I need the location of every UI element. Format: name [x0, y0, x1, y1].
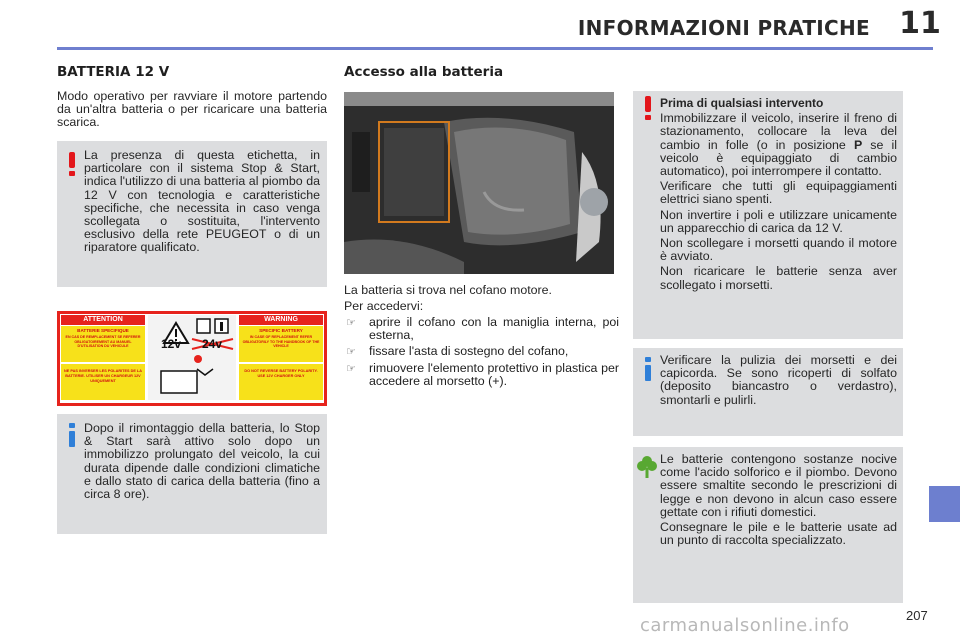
- label-warning: WARNING: [264, 316, 298, 323]
- warning-p1-bold: P: [853, 137, 863, 152]
- warning-p1-b: se il veicolo è equipaggiato di cambio automatico), poi interrompere il contatto.: [660, 137, 897, 179]
- intro-paragraph: Modo operativo per ravviare il motore partendo da un'altra batteria o per ricaricare una batteria scarica.: [57, 89, 327, 130]
- label-12v: 12v: [161, 337, 182, 351]
- warning-label-text: La presenza di questa etichetta, in particolare con il sistema Stop & Start, indica l'utilizzo di una batteria al piombo da 12 V con tecnologia e caratteristiche specifiche, che necessita in caso venga scollegata o sostituita, l'intervento esclusivo della rete PEUGEOT o di un riparatore qualificato.: [84, 148, 320, 255]
- list-item-text: fissare l'asta di sostegno del cofano,: [369, 344, 569, 359]
- label-fr-body: EN CAS DE REMPLACEMENT SE REFERER OBLIGATOIREMENT AU MANUEL D'UTILISATION DU VEHICULE: [65, 335, 141, 349]
- eco-paragraph-2: Consegnare le pile e le batterie usate ad un punto di raccolta specializzato.: [660, 520, 897, 548]
- label-en-head: SPECIFIC BATTERY: [259, 328, 303, 333]
- eco-box-disposal: [633, 447, 903, 603]
- info-icon: [67, 422, 77, 448]
- chapter-tab: [929, 486, 960, 522]
- list-item: [344, 316, 619, 342]
- warning-box-before-intervention: [633, 91, 903, 339]
- label-attention: ATTENTION: [83, 316, 123, 323]
- warning-paragraph-4: Non scollegare i morsetti quando il motore è avviato.: [660, 236, 897, 264]
- warning-exclamation-icon: [65, 151, 79, 177]
- label-24v: 24v: [202, 337, 223, 351]
- info-stop-start-text: Dopo il rimontaggio della batteria, lo Stop & Start sarà attivo solo dopo un immobilizzo prolungato del veicolo, la cui durata dipende dalle condizioni climatiche e dallo stato di carica della batteria (fino a circa 8 ore).: [84, 421, 320, 502]
- warning-box-label: [57, 141, 327, 287]
- page-number: 207: [906, 608, 928, 623]
- info-icon: [643, 356, 653, 382]
- engine-bay-photo: [344, 92, 614, 274]
- label-en-bottom: DO NOT REVERSE BATTERY POLARITY. USE 12V CHARGER ONLY: [244, 369, 318, 378]
- warning-heading: Prima di qualsiasi intervento: [660, 96, 824, 110]
- pointing-hand-icon: ☞: [346, 316, 356, 329]
- battery-warning-label: [57, 311, 327, 406]
- info-terminals-text: Verificare la pulizia dei morsetti e dei capicorda. Se sono ricoperti di solfato (deposito biancastro o verdastro), smontarli e pulirli.: [660, 353, 897, 407]
- section-title-battery: BATTERIA 12 V: [57, 64, 170, 80]
- label-fr-head: BATTERIE SPECIFIQUE: [77, 328, 129, 333]
- chapter-number: 11: [899, 6, 941, 41]
- battery-location-caption: La batteria si trova nel cofano motore.: [344, 283, 553, 297]
- warning-paragraph-5: Non ricaricare le batterie senza aver scollegato i morsetti.: [660, 264, 897, 292]
- warning-before-intervention-text: [660, 97, 897, 294]
- warning-paragraph-2: Verificare che tutti gli equipaggiamenti elettrici siano spenti.: [660, 179, 897, 207]
- warning-paragraph-3: Non invertire i poli e utilizzare unicamente un apparecchio di carica da 12 V.: [660, 207, 897, 235]
- header-rule: [57, 47, 933, 50]
- label-fr-bottom: NE PAS INVERSER LES POLARITES DE LA BATTERIE. UTILISER UN CHARGEUR 12V UNIQUEMENT: [64, 369, 142, 383]
- page-title: INFORMAZIONI PRATICHE: [577, 16, 870, 40]
- warning-paragraph-1: [660, 112, 897, 178]
- list-item-text: aprire il cofano con la maniglia interna, poi esterna,: [369, 315, 619, 343]
- info-box-stop-start: [57, 414, 327, 534]
- pointing-hand-icon: ☞: [346, 345, 356, 359]
- warning-p1-a: Immobilizzare il veicolo, inserire il freno di stazionamento, collocare la leva del cambio in folle (o in posizione: [660, 111, 897, 152]
- access-lead: Per accedervi:: [344, 299, 424, 313]
- info-box-terminals: [633, 348, 903, 436]
- label-en-body: IN CASE OF REPLACEMENT REFER OBLIGATORILY TO THE HANDBOOK OF THE VEHICLE: [242, 335, 320, 349]
- access-steps-list: [344, 316, 619, 391]
- list-item: [344, 362, 619, 388]
- warning-exclamation-icon: [641, 95, 655, 121]
- pointing-hand-icon: ☞: [346, 361, 356, 375]
- list-item: [344, 345, 619, 358]
- eco-paragraph-1: Le batterie contengono sostanze nocive come l'acido solforico e il piombo. Devono essere smaltite secondo le prescrizioni di legge e non devono in alcun caso essere gettate con i rifiuti domestici.: [660, 452, 897, 519]
- eco-disposal-text: [660, 453, 897, 549]
- watermark: carmanualsonline.info: [640, 615, 850, 636]
- list-item-text: rimuovere l'elemento protettivo in plastica per accedere al morsetto (+).: [369, 360, 619, 388]
- eco-tree-icon: [637, 455, 657, 479]
- section-title-access: Accesso alla batteria: [344, 64, 504, 80]
